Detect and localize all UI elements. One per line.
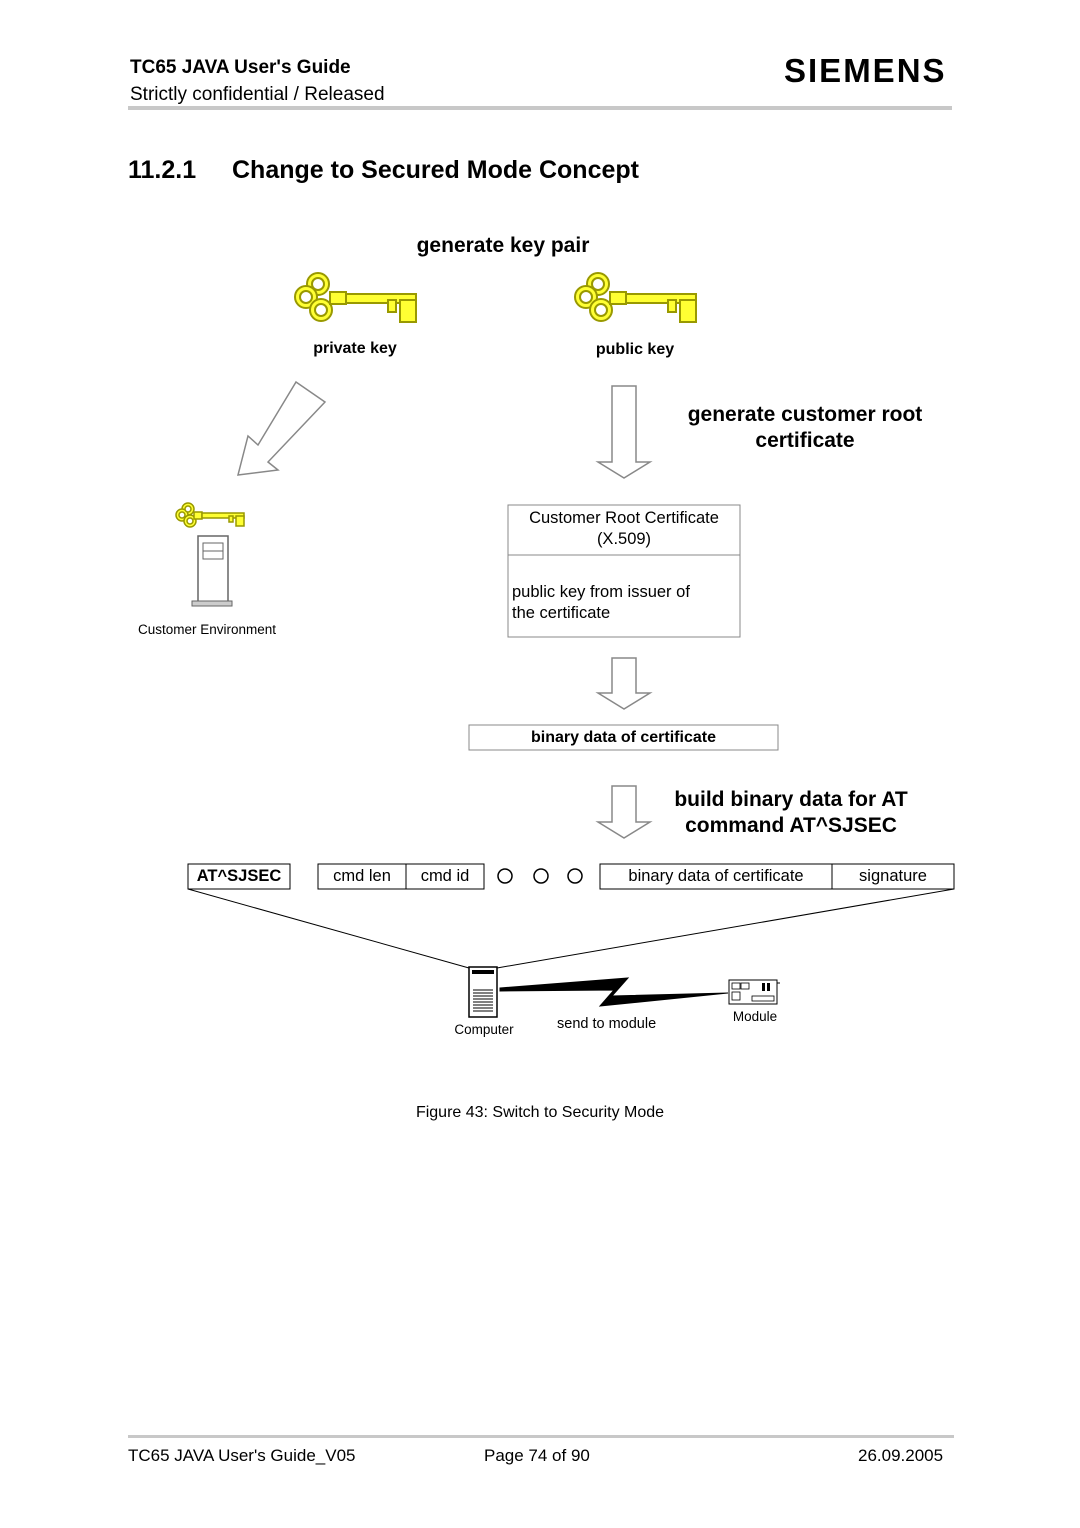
document-title: TC65 JAVA User's Guide: [130, 57, 351, 78]
ellipsis-circle-2: [534, 869, 548, 883]
module-icon: [729, 980, 780, 1004]
section-title: Change to Secured Mode Concept: [232, 156, 639, 184]
diagonal-arrow: [238, 382, 325, 475]
customer-environment-label: Customer Environment: [138, 622, 277, 637]
build-binary-label: [650, 787, 932, 839]
down-arrow-3: [598, 786, 650, 838]
funnel-line-left: [188, 889, 469, 968]
footer-rule: [128, 1435, 954, 1438]
funnel-line-right: [497, 889, 954, 968]
certificate-box-body: [512, 582, 738, 624]
ellipsis-circle-3: [568, 869, 582, 883]
public-key-icon: [575, 273, 696, 322]
generate-root-cert-label: [660, 402, 950, 454]
ellipsis-circle-1: [498, 869, 512, 883]
certificate-box-title: [508, 508, 740, 550]
cert-body-line2: the certificate: [512, 604, 611, 622]
private-key-icon: [295, 273, 416, 322]
cert-title-line2: (X.509): [596, 530, 652, 548]
down-arrow-2: [598, 658, 650, 709]
computer-icon: [469, 967, 497, 1017]
down-arrow-1: [598, 386, 650, 478]
public-key-label: public key: [595, 341, 675, 358]
computer-label: Computer: [454, 1022, 514, 1037]
siemens-logo: SIEMENS: [784, 52, 947, 89]
document-status: Strictly confidential / Released: [130, 84, 385, 105]
footer-page-number: Page 74 of 90: [484, 1446, 590, 1465]
footer-date: 26.09.2005: [858, 1446, 944, 1465]
cert-body-line1: public key from issuer of: [512, 583, 690, 601]
generate-root-line1: generate customer root: [687, 403, 923, 426]
server-icon: [192, 536, 232, 606]
figure-caption: Figure 43: Switch to Security Mode: [415, 1104, 665, 1121]
binary-field-label: binary data of certificate: [628, 867, 804, 885]
module-label: Module: [732, 1009, 778, 1024]
private-key-label: private key: [313, 340, 397, 357]
cmd-id-label: cmd id: [420, 867, 470, 885]
cert-title-line1: Customer Root Certificate: [529, 509, 719, 527]
build-binary-line2: command AT^SJSEC: [685, 814, 897, 837]
generate-root-line2: certificate: [755, 429, 855, 452]
section-number: 11.2.1: [128, 156, 197, 184]
send-to-module-label: send to module: [557, 1016, 657, 1032]
signature-field-label: signature: [859, 867, 927, 885]
binary-data-label: binary data of certificate: [531, 729, 716, 746]
footer-doc-version: TC65 JAVA User's Guide_V05: [128, 1446, 356, 1465]
generate-key-pair-label: generate key pair: [416, 234, 590, 257]
at-field-label: AT^SJSEC: [196, 867, 282, 885]
small-key-icon: [176, 503, 244, 527]
cmd-len-label: cmd len: [333, 867, 391, 885]
build-binary-line1: build binary data for AT: [674, 788, 908, 811]
lightning-bolt-icon: [500, 978, 728, 1006]
